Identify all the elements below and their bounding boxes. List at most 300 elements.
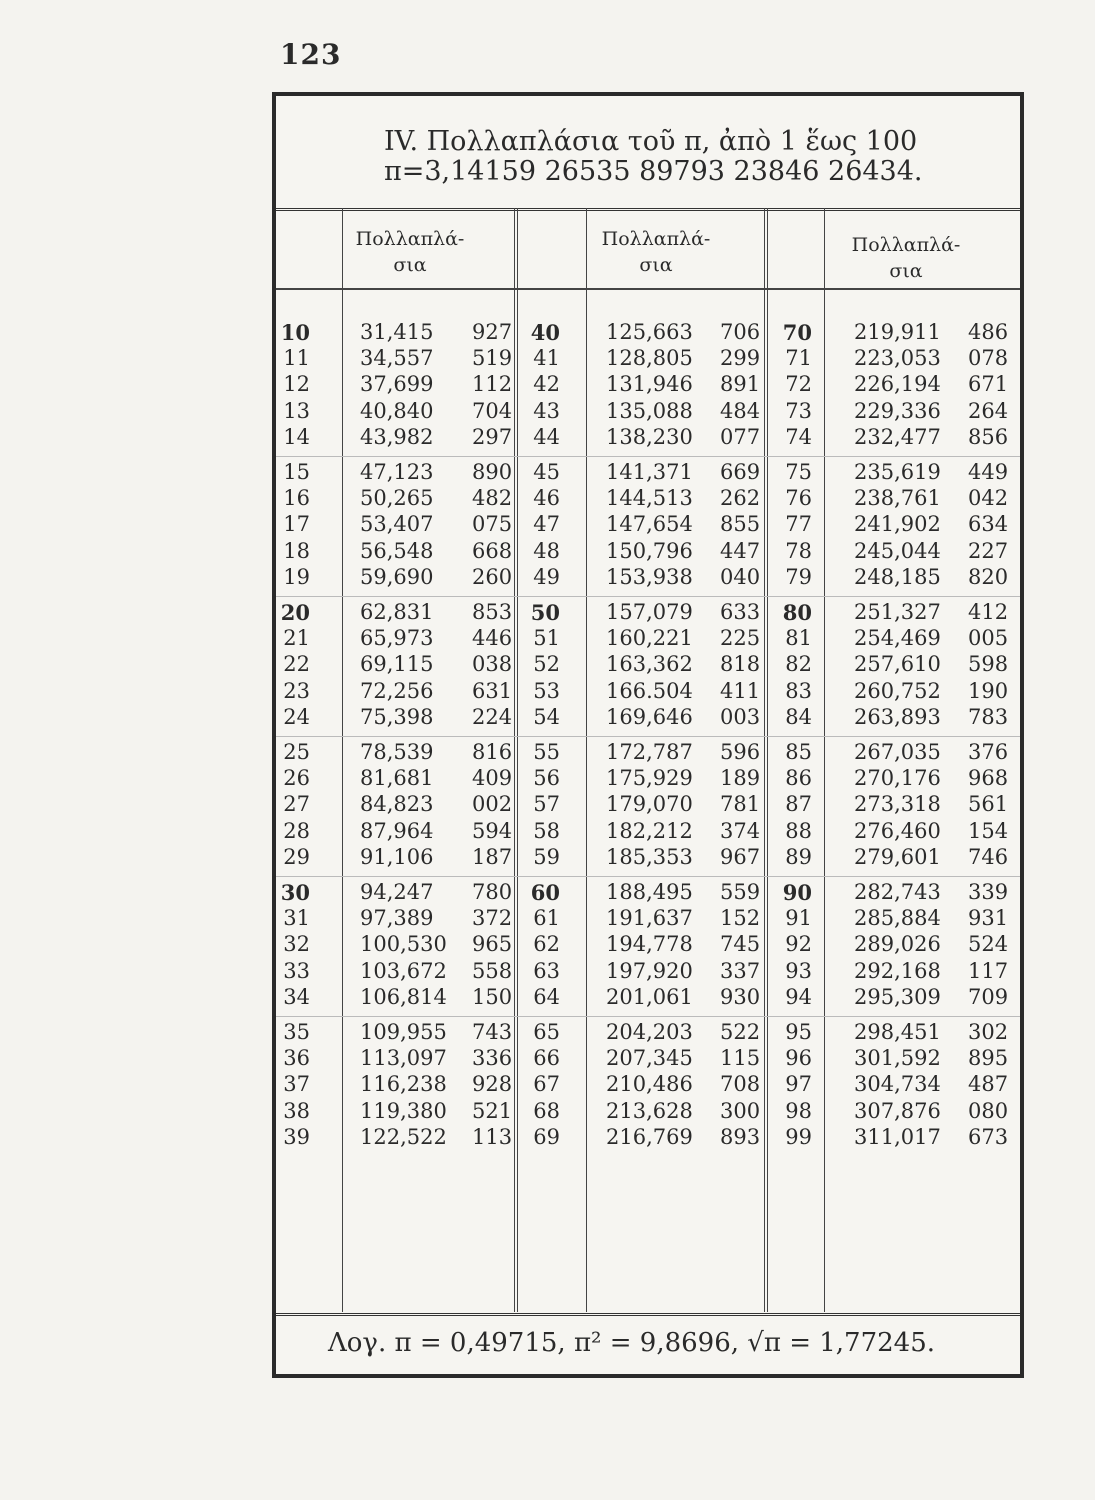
multiple-value: 65,973 (360, 626, 434, 651)
multiplier-number: 86 (785, 766, 812, 791)
multiplier-number: 51 (533, 626, 560, 651)
table-row (276, 906, 1020, 932)
table-row (276, 486, 1020, 512)
multiple-value: 263,893 (854, 704, 941, 729)
multiplier-number: 80 (782, 600, 812, 625)
multiplier-number: 68 (533, 1098, 560, 1123)
group-separator (276, 1016, 1020, 1017)
table-row (276, 1099, 1020, 1125)
multiple-decimals: 262 (720, 486, 761, 511)
table-row (276, 399, 1020, 425)
table-row (276, 460, 1020, 486)
multiple-decimals: 189 (720, 766, 761, 791)
table-row (276, 740, 1020, 766)
multiple-value: 37,699 (360, 372, 434, 397)
multiplier-number: 70 (782, 320, 812, 345)
table-row (276, 565, 1020, 591)
multiple-value: 260,752 (854, 678, 941, 703)
multiple-value: 185,353 (606, 844, 693, 869)
multiplier-number: 24 (283, 704, 310, 729)
multiplier-number: 67 (533, 1072, 560, 1097)
multiple-decimals: 855 (720, 512, 761, 537)
multiple-decimals: 374 (720, 818, 761, 843)
multiple-decimals: 673 (968, 1124, 1009, 1149)
multiple-decimals: 075 (472, 512, 513, 537)
multiple-decimals: 521 (472, 1098, 513, 1123)
multiple-decimals: 967 (720, 844, 761, 869)
multiple-decimals: 337 (720, 958, 761, 983)
multiplier-number: 56 (533, 766, 560, 791)
multiplier-number: 53 (533, 678, 560, 703)
group-separator (276, 456, 1020, 457)
table-row (276, 679, 1020, 705)
multiplier-number: 65 (533, 1020, 560, 1044)
table-row (276, 372, 1020, 398)
multiplier-number: 66 (533, 1046, 560, 1071)
multiplier-number: 19 (283, 564, 310, 589)
multiplier-number: 90 (782, 880, 812, 905)
pi-value-line: π=3,14159 26535 89793 23846 26434. (384, 156, 923, 187)
multiple-value: 94,247 (360, 880, 434, 904)
multiple-value: 119,380 (360, 1098, 447, 1123)
multiplier-number: 91 (785, 906, 812, 931)
multiple-decimals: 300 (720, 1098, 761, 1123)
multiplier-number: 71 (785, 346, 812, 371)
multiple-decimals: 040 (720, 564, 761, 589)
multiplier-number: 11 (283, 346, 310, 371)
multiple-decimals: 927 (472, 320, 513, 344)
multiple-value: 223,053 (854, 346, 941, 371)
multiplier-number: 20 (280, 600, 310, 625)
multiplier-number: 27 (283, 792, 310, 817)
multiple-decimals: 449 (968, 460, 1009, 484)
multiple-value: 276,460 (854, 818, 941, 843)
table-row (276, 705, 1020, 731)
multiple-decimals: 411 (720, 678, 761, 703)
multiple-decimals: 227 (968, 538, 1009, 563)
multiplier-number: 92 (785, 932, 812, 957)
multiple-value: 138,230 (606, 424, 693, 449)
multiple-value: 245,044 (854, 538, 941, 563)
multiple-value: 219,911 (854, 320, 941, 344)
multiplier-number: 69 (533, 1124, 560, 1149)
column-header-1 (340, 226, 480, 278)
multiplier-number: 52 (533, 652, 560, 677)
multiple-value: 106,814 (360, 984, 447, 1009)
multiplier-number: 97 (785, 1072, 812, 1097)
multiple-decimals: 818 (720, 652, 761, 677)
multiplier-number: 21 (283, 626, 310, 651)
multiplier-number: 79 (785, 564, 812, 589)
multiplier-number: 75 (785, 460, 812, 484)
multiple-value: 172,787 (606, 740, 693, 764)
table-header (276, 96, 1020, 211)
multiplier-number: 10 (280, 320, 310, 345)
multiple-decimals: 002 (472, 792, 513, 817)
multiple-decimals: 895 (968, 1046, 1009, 1071)
multiple-value: 194,778 (606, 932, 693, 957)
multiple-value: 78,539 (360, 740, 434, 764)
multiple-value: 166.504 (606, 678, 693, 703)
multiple-decimals: 042 (968, 486, 1009, 511)
multiple-decimals: 783 (968, 704, 1009, 729)
multiple-value: 295,309 (854, 984, 941, 1009)
column-header-2 (586, 226, 726, 278)
multiplier-number: 77 (785, 512, 812, 537)
multiple-decimals: 708 (720, 1072, 761, 1097)
multiple-value: 116,238 (360, 1072, 447, 1097)
multiple-value: 128,805 (606, 346, 693, 371)
multiplier-number: 54 (533, 704, 560, 729)
multiple-value: 31,415 (360, 320, 434, 344)
multiplier-number: 46 (533, 486, 560, 511)
column-header-2-line1: Πολλαπλά- (601, 228, 711, 250)
multiplier-number: 37 (283, 1072, 310, 1097)
multiple-decimals: 264 (968, 398, 1009, 423)
multiplier-number: 78 (785, 538, 812, 563)
multiple-value: 292,168 (854, 958, 941, 983)
multiple-value: 251,327 (854, 600, 941, 624)
multiple-value: 285,884 (854, 906, 941, 931)
multiplier-number: 60 (530, 880, 560, 905)
multiple-value: 125,663 (606, 320, 693, 344)
multiplier-number: 45 (533, 460, 560, 484)
multiplier-number: 74 (785, 424, 812, 449)
table-row (276, 512, 1020, 538)
multiple-decimals: 559 (720, 880, 761, 904)
multiple-decimals: 780 (472, 880, 513, 904)
multiple-value: 69,115 (360, 652, 434, 677)
multiple-decimals: 117 (968, 958, 1009, 983)
multiple-decimals: 372 (472, 906, 513, 931)
multiplier-number: 72 (785, 372, 812, 397)
multiple-decimals: 187 (472, 844, 513, 869)
table-row (276, 1072, 1020, 1098)
multiple-value: 122,522 (360, 1124, 447, 1149)
multiplier-number: 99 (785, 1124, 812, 1149)
multiple-value: 182,212 (606, 818, 693, 843)
multiplier-number: 43 (533, 398, 560, 423)
multiplier-number: 31 (283, 906, 310, 931)
multiplier-number: 14 (283, 424, 310, 449)
multiple-decimals: 077 (720, 424, 761, 449)
multiplier-number: 88 (785, 818, 812, 843)
multiple-value: 109,955 (360, 1020, 447, 1044)
multiple-decimals: 339 (968, 880, 1009, 904)
multiplier-number: 81 (785, 626, 812, 651)
multiple-value: 62,831 (360, 600, 434, 624)
multiple-decimals: 446 (472, 626, 513, 651)
multiplier-number: 94 (785, 984, 812, 1009)
multiple-decimals: 631 (472, 678, 513, 703)
multiple-value: 113,097 (360, 1046, 447, 1071)
multiple-value: 307,876 (854, 1098, 941, 1123)
multiple-value: 175,929 (606, 766, 693, 791)
multiple-value: 56,548 (360, 538, 434, 563)
table-row (276, 766, 1020, 792)
multiplier-number: 22 (283, 652, 310, 677)
multiple-value: 235,619 (854, 460, 941, 484)
multiple-decimals: 376 (968, 740, 1009, 764)
multiple-value: 191,637 (606, 906, 693, 931)
multiple-decimals: 968 (968, 766, 1009, 791)
column-header-3 (836, 232, 976, 284)
multiple-value: 103,672 (360, 958, 447, 983)
multiple-decimals: 816 (472, 740, 513, 764)
multiplier-number: 33 (283, 958, 310, 983)
table-row (276, 346, 1020, 372)
multiple-decimals: 524 (968, 932, 1009, 957)
multiplier-number: 59 (533, 844, 560, 869)
multiple-value: 273,318 (854, 792, 941, 817)
multiple-decimals: 668 (472, 538, 513, 563)
table-row (276, 880, 1020, 906)
multiplier-number: 29 (283, 844, 310, 869)
multiplier-number: 73 (785, 398, 812, 423)
multiple-value: 47,123 (360, 460, 434, 484)
multiple-value: 135,088 (606, 398, 693, 423)
table-row (276, 600, 1020, 626)
multiple-decimals: 297 (472, 424, 513, 449)
multiple-value: 267,035 (854, 740, 941, 764)
multiplier-number: 61 (533, 906, 560, 931)
multiple-value: 213,628 (606, 1098, 693, 1123)
multiple-value: 100,530 (360, 932, 447, 957)
multiplier-number: 17 (283, 512, 310, 537)
multiplier-number: 44 (533, 424, 560, 449)
group-separator (276, 876, 1020, 877)
multiplier-number: 18 (283, 538, 310, 563)
multiple-decimals: 224 (472, 704, 513, 729)
multiple-decimals: 112 (472, 372, 513, 397)
multiplier-number: 16 (283, 486, 310, 511)
multiple-value: 81,681 (360, 766, 434, 791)
multiplier-number: 15 (283, 460, 310, 484)
table-row (276, 1046, 1020, 1072)
multiplier-number: 58 (533, 818, 560, 843)
multiple-value: 210,486 (606, 1072, 693, 1097)
multiple-decimals: 893 (720, 1124, 761, 1149)
multiplier-number: 25 (283, 740, 310, 764)
multiple-decimals: 709 (968, 984, 1009, 1009)
multiplier-number: 89 (785, 844, 812, 869)
table-row (276, 425, 1020, 451)
multiple-decimals: 596 (720, 740, 761, 764)
multiple-decimals: 634 (968, 512, 1009, 537)
multiple-value: 238,761 (854, 486, 941, 511)
column-header-1-line2: σια (393, 254, 427, 276)
multiplier-number: 76 (785, 486, 812, 511)
table-row (276, 1125, 1020, 1151)
multiplier-number: 40 (530, 320, 560, 345)
column-header-3-line1: Πολλαπλά- (851, 234, 961, 256)
multiple-value: 72,256 (360, 678, 434, 703)
multiple-value: 75,398 (360, 704, 434, 729)
multiple-decimals: 447 (720, 538, 761, 563)
multiplier-number: 82 (785, 652, 812, 677)
multiple-decimals: 561 (968, 792, 1009, 817)
multiplier-number: 49 (533, 564, 560, 589)
footer-constants: Λογ. π = 0,49715, π² = 9,8696, √π = 1,77245. (328, 1328, 936, 1358)
multiplier-number: 83 (785, 678, 812, 703)
multiple-value: 34,557 (360, 346, 434, 371)
multiple-value: 304,734 (854, 1072, 941, 1097)
multiple-value: 53,407 (360, 512, 434, 537)
multiple-decimals: 409 (472, 766, 513, 791)
multiplier-number: 23 (283, 678, 310, 703)
multiple-value: 229,336 (854, 398, 941, 423)
multiple-value: 50,265 (360, 486, 434, 511)
table-title: IV. Πολλαπλάσια τοῦ π, ἀπὸ 1 ἕως 100 (384, 126, 918, 157)
multiplier-number: 85 (785, 740, 812, 764)
multiple-decimals: 486 (968, 320, 1009, 344)
multiplier-number: 28 (283, 818, 310, 843)
column-headers (276, 208, 1020, 290)
table-footer (276, 1313, 1020, 1374)
multiple-value: 254,469 (854, 626, 941, 651)
multiple-value: 289,026 (854, 932, 941, 957)
multiple-decimals: 965 (472, 932, 513, 957)
table-row (276, 932, 1020, 958)
multiple-value: 204,203 (606, 1020, 693, 1044)
multiple-value: 91,106 (360, 844, 434, 869)
multiplier-number: 41 (533, 346, 560, 371)
multiple-value: 40,840 (360, 398, 434, 423)
multiplier-number: 50 (530, 600, 560, 625)
multiple-value: 270,176 (854, 766, 941, 791)
table-row (276, 959, 1020, 985)
multiple-decimals: 522 (720, 1020, 761, 1044)
multiple-decimals: 302 (968, 1020, 1009, 1044)
multiple-decimals: 038 (472, 652, 513, 677)
multiplier-number: 30 (280, 880, 310, 905)
multiple-decimals: 746 (968, 844, 1009, 869)
multiple-value: 241,902 (854, 512, 941, 537)
table-row (276, 320, 1020, 346)
multiplier-number: 47 (533, 512, 560, 537)
multiplier-number: 36 (283, 1046, 310, 1071)
multiple-decimals: 598 (968, 652, 1009, 677)
multiple-decimals: 154 (968, 818, 1009, 843)
multiplier-number: 93 (785, 958, 812, 983)
multiple-decimals: 484 (720, 398, 761, 423)
multiple-decimals: 856 (968, 424, 1009, 449)
multiple-value: 147,654 (606, 512, 693, 537)
multiple-decimals: 078 (968, 346, 1009, 371)
multiple-decimals: 890 (472, 460, 513, 484)
group-separator (276, 596, 1020, 597)
multiple-decimals: 594 (472, 818, 513, 843)
multiplier-number: 12 (283, 372, 310, 397)
multiple-value: 226,194 (854, 372, 941, 397)
multiple-decimals: 930 (720, 984, 761, 1009)
multiple-decimals: 931 (968, 906, 1009, 931)
table-row (276, 1020, 1020, 1046)
multiple-decimals: 005 (968, 626, 1009, 651)
multiple-decimals: 113 (472, 1124, 513, 1149)
multiple-value: 197,920 (606, 958, 693, 983)
multiplier-number: 39 (283, 1124, 310, 1149)
multiplier-number: 98 (785, 1098, 812, 1123)
multiple-value: 201,061 (606, 984, 693, 1009)
multiplier-number: 57 (533, 792, 560, 817)
multiple-value: 179,070 (606, 792, 693, 817)
multiplier-number: 55 (533, 740, 560, 764)
multiple-value: 279,601 (854, 844, 941, 869)
multiple-decimals: 152 (720, 906, 761, 931)
multiplier-number: 96 (785, 1046, 812, 1071)
column-header-2-line2: σια (639, 254, 673, 276)
multiple-decimals: 743 (472, 1020, 513, 1044)
multiple-value: 160,221 (606, 626, 693, 651)
multiple-decimals: 260 (472, 564, 513, 589)
multiplier-number: 63 (533, 958, 560, 983)
multiple-decimals: 669 (720, 460, 761, 484)
multiple-value: 87,964 (360, 818, 434, 843)
multiple-value: 311,017 (854, 1124, 941, 1149)
multiple-value: 301,592 (854, 1046, 941, 1071)
multiple-value: 207,345 (606, 1046, 693, 1071)
multiple-value: 282,743 (854, 880, 941, 904)
multiplier-number: 32 (283, 932, 310, 957)
table-row (276, 845, 1020, 871)
multiplier-number: 48 (533, 538, 560, 563)
multiple-decimals: 745 (720, 932, 761, 957)
multiplier-number: 35 (283, 1020, 310, 1044)
multiplier-number: 42 (533, 372, 560, 397)
page-number: 123 (280, 38, 342, 71)
multiplier-number: 13 (283, 398, 310, 423)
multiple-decimals: 820 (968, 564, 1009, 589)
multiple-decimals: 003 (720, 704, 761, 729)
multiple-decimals: 190 (968, 678, 1009, 703)
multiplier-number: 87 (785, 792, 812, 817)
multiple-value: 188,495 (606, 880, 693, 904)
multiple-value: 232,477 (854, 424, 941, 449)
multiple-value: 248,185 (854, 564, 941, 589)
multiple-decimals: 519 (472, 346, 513, 371)
multiple-value: 97,389 (360, 906, 434, 931)
multiple-decimals: 704 (472, 398, 513, 423)
multiple-decimals: 558 (472, 958, 513, 983)
multiple-value: 84,823 (360, 792, 434, 817)
table-row (276, 539, 1020, 565)
multiple-value: 153,938 (606, 564, 693, 589)
multiple-decimals: 671 (968, 372, 1009, 397)
multiple-decimals: 336 (472, 1046, 513, 1071)
multiple-decimals: 225 (720, 626, 761, 651)
column-header-3-line2: σια (889, 260, 923, 282)
multiple-decimals: 150 (472, 984, 513, 1009)
multiple-decimals: 412 (968, 600, 1009, 624)
multiple-value: 298,451 (854, 1020, 941, 1044)
table-row (276, 652, 1020, 678)
multiple-decimals: 482 (472, 486, 513, 511)
multiplier-number: 95 (785, 1020, 812, 1044)
multiple-value: 59,690 (360, 564, 434, 589)
multiple-value: 163,362 (606, 652, 693, 677)
multiple-value: 157,079 (606, 600, 693, 624)
group-separator (276, 736, 1020, 737)
table-row (276, 792, 1020, 818)
multiple-decimals: 706 (720, 320, 761, 344)
multiplier-number: 64 (533, 984, 560, 1009)
multiple-value: 257,610 (854, 652, 941, 677)
multiple-value: 141,371 (606, 460, 693, 484)
multiplier-number: 62 (533, 932, 560, 957)
table-row (276, 819, 1020, 845)
multiple-decimals: 891 (720, 372, 761, 397)
